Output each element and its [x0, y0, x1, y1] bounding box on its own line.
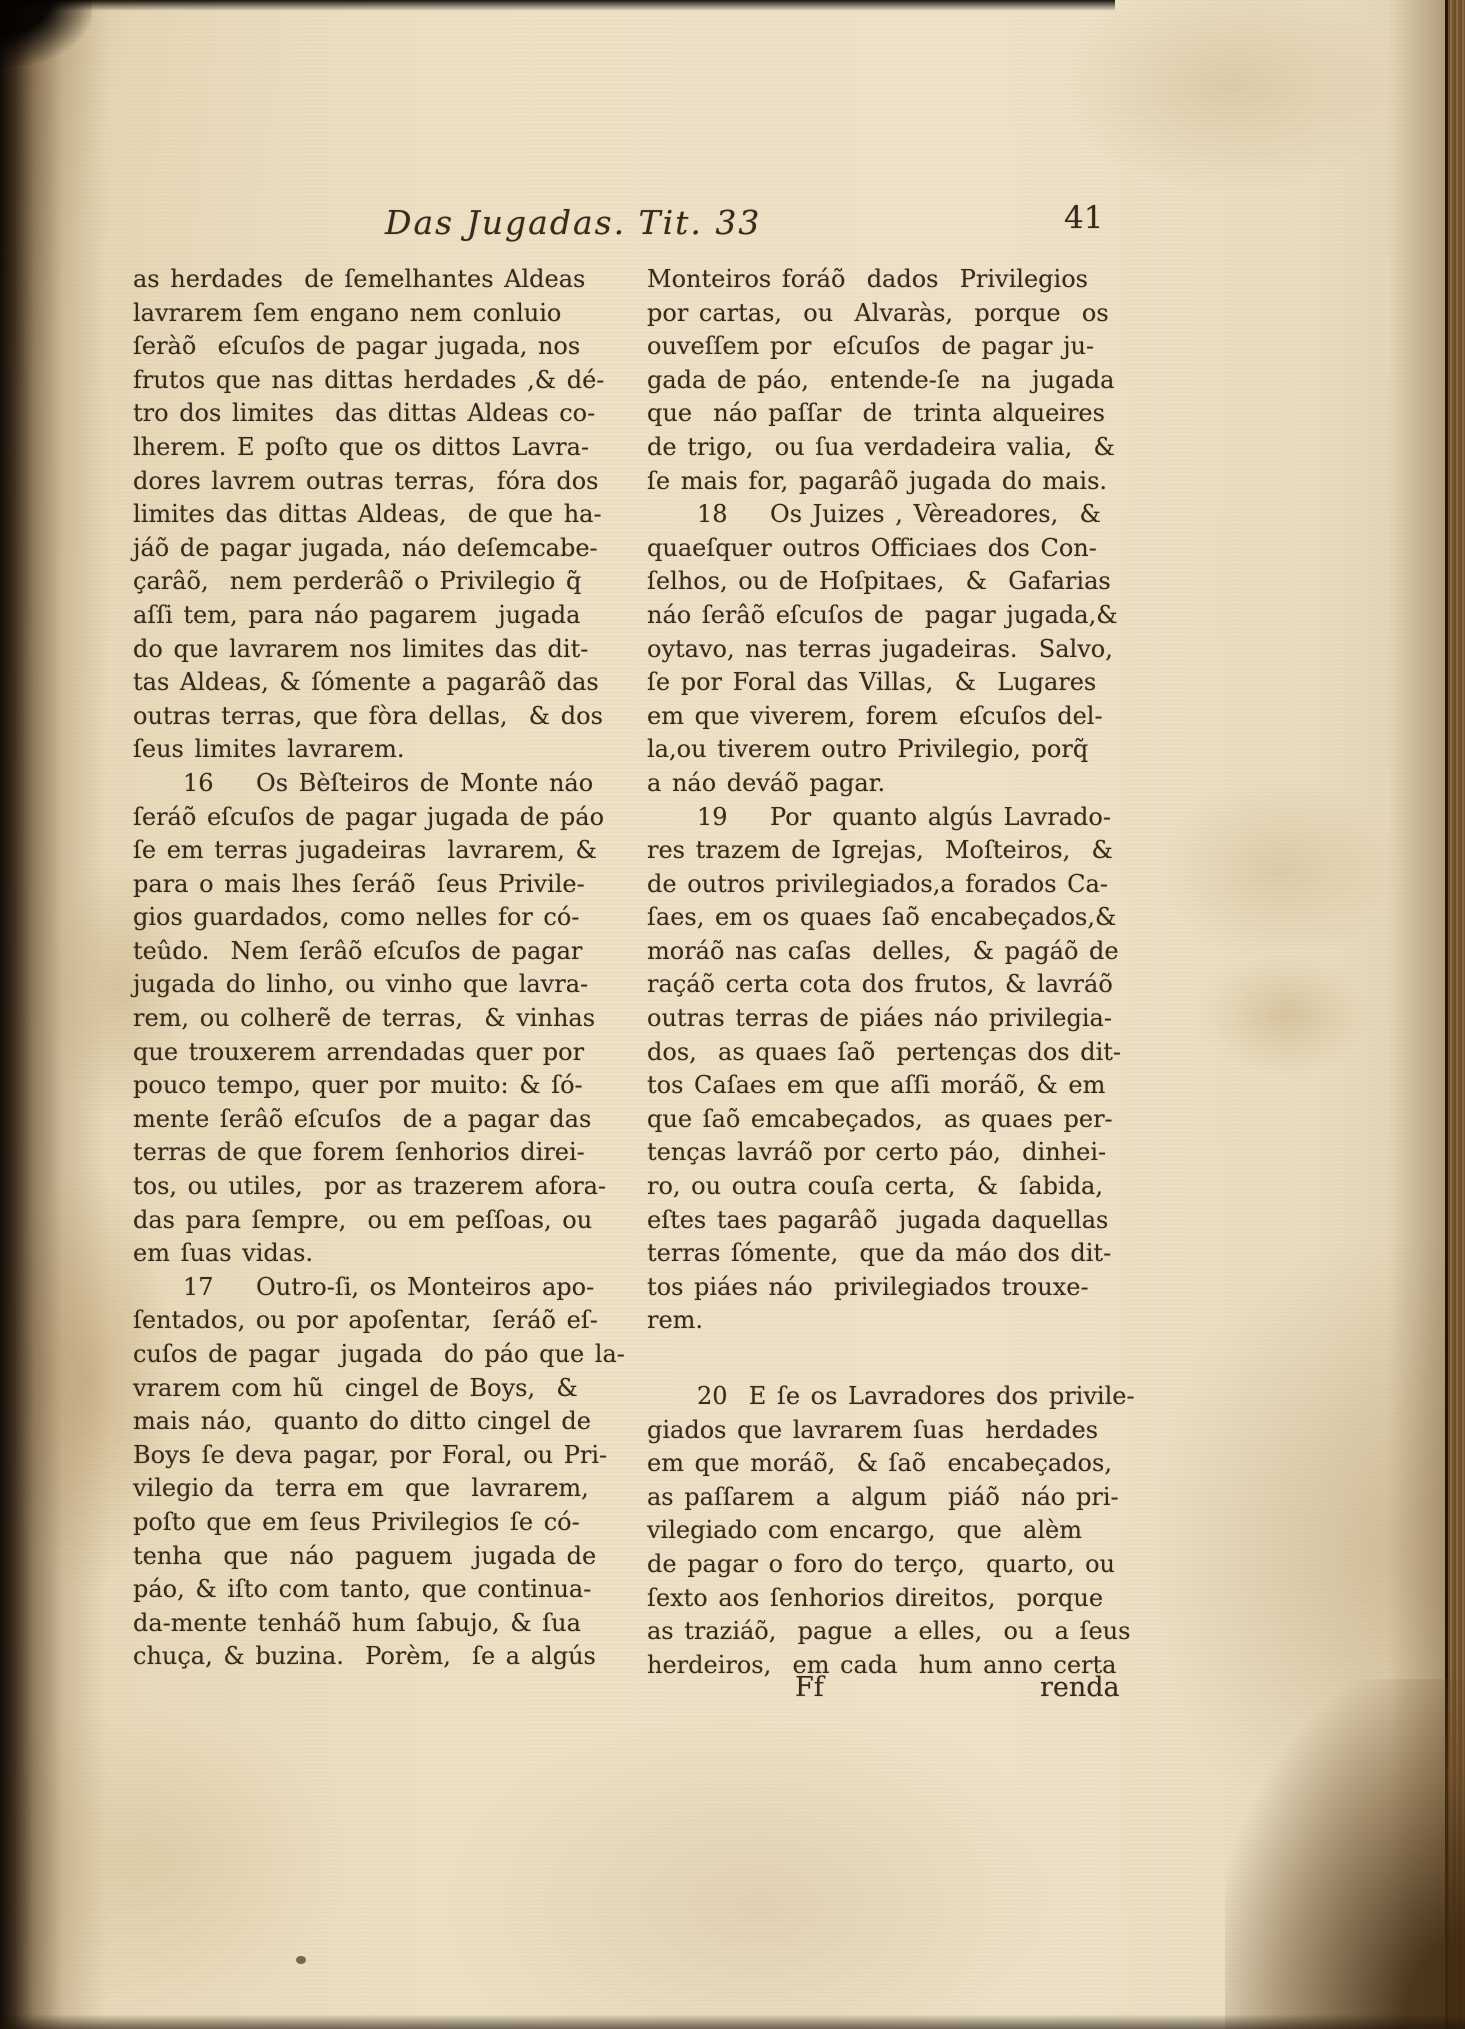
text-line: outras terras, que fòra dellas, & dos	[133, 701, 603, 730]
text-line: dores lavrem outras terras, fóra dos	[133, 466, 599, 495]
text-line: aſſi tem, para náo pagarem jugada	[133, 600, 581, 629]
text-line: tenha que náo paguem jugada de	[133, 1541, 597, 1570]
text-line: ſeráõ eſcuſos de pagar jugada de páo	[133, 802, 605, 831]
text-line: as paſſarem a algum piáõ náo pri-	[647, 1482, 1119, 1511]
text-line: outras terras de piáes náo privilegia-	[647, 1004, 1112, 1033]
text-line: res trazem de Igrejas, Moſteiros, &	[647, 836, 1113, 865]
text-line: 20 E ſe os Lavradores dos privile-	[697, 1382, 1135, 1410]
text-line: em que viverem, forem eſcuſos del-	[647, 701, 1103, 730]
text-line: frutos que nas dittas herdades ,& dé-	[133, 365, 605, 394]
text-line: herdeiros, em cada hum anno certa	[647, 1650, 1117, 1679]
text-line: do que lavrarem nos limites das dit-	[133, 634, 589, 663]
text-line: terras ſómente, que da máo dos dit-	[647, 1239, 1112, 1268]
text-line: as herdades de ſemelhantes Aldeas	[133, 265, 586, 293]
text-line: Boys ſe deva pagar, por Foral, ou Pri-	[133, 1440, 608, 1469]
text-line: vilegiado com encargo, que alèm	[647, 1516, 1082, 1545]
text-line: em que moráõ, & ſaõ encabeçados,	[647, 1449, 1112, 1478]
text-line: de pagar o foro do terço, quarto, ou	[647, 1549, 1115, 1578]
text-line: de outros privilegiados,a forados Ca-	[647, 869, 1108, 898]
text-line: vilegio da terra em que lavrarem,	[133, 1474, 589, 1503]
signature-mark: Ff	[795, 1672, 824, 1703]
text-line: ſexto aos ſenhorios direitos, porque	[647, 1583, 1104, 1612]
text-line: páo, & iſto com tanto, que continua-	[133, 1575, 592, 1604]
text-line: que náo paſſar de trinta alqueires	[647, 399, 1105, 428]
text-line: limites das dittas Aldeas, de que ha-	[133, 500, 602, 529]
text-line: ſe mais for, pagarâõ jugada do mais.	[647, 466, 1108, 495]
text-line: lherem. E poſto que os dittos Lavra-	[133, 432, 590, 461]
text-line: la,ou tiverem outro Privilegio, porq̃	[647, 735, 1089, 764]
right-text-column	[647, 263, 1197, 1682]
page-edge-top	[0, 0, 1115, 11]
text-line: ouveſſem por eſcuſos de pagar ju-	[647, 332, 1095, 361]
text-line: das para ſempre, ou em peſſoas, ou	[133, 1205, 593, 1234]
text-line: giados que lavrarem ſuas herdades	[647, 1415, 1099, 1444]
text-line: chuça, & buzina. Porèm, ſe a algús	[133, 1642, 596, 1671]
text-line: jáõ de pagar jugada, náo deſemcabe-	[133, 533, 598, 562]
text-line: cuſos de pagar jugada do páo que la-	[133, 1340, 625, 1368]
text-line: náo ſerâõ eſcuſos de pagar jugada,&	[647, 600, 1118, 629]
text-line: por cartas, ou Alvaràs, porque os	[647, 298, 1109, 327]
text-line: mais náo, quanto do ditto cingel de	[133, 1407, 591, 1436]
text-line: a náo deváõ pagar.	[647, 768, 886, 797]
text-line: 17 Outro-ſi, os Monteiros apo-	[183, 1272, 595, 1301]
text-line: rem, ou colherẽ de terras, & vinhas	[133, 1004, 596, 1033]
text-line: ſe em terras jugadeiras lavrarem, &	[133, 836, 597, 865]
book-gutter-shadow	[0, 0, 108, 2029]
text-line: de trigo, ou ſua verdadeira valia, &	[647, 432, 1115, 461]
text-line: vrarem com hũ cingel de Boys, &	[133, 1373, 578, 1402]
text-line: 16 Os Bèſteiros de Monte náo	[183, 768, 594, 797]
text-line: dos, as quaes ſaõ pertenças dos dit-	[647, 1037, 1122, 1066]
text-line: ſentados, ou por apoſentar, ſeráõ eſ-	[133, 1306, 598, 1335]
text-line: tro dos limites das dittas Aldeas co-	[133, 399, 596, 428]
ink-speck	[296, 1956, 306, 1964]
text-line: çarâõ, nem perderâõ o Privilegio q̃	[133, 567, 582, 596]
page-corner-bottom-right	[1225, 1679, 1465, 2029]
text-line: poſto que em ſeus Privilegios ſe có-	[133, 1507, 580, 1536]
text-line: gada de páo, entende-ſe na jugada	[647, 365, 1115, 394]
text-line: em ſuas vidas.	[133, 1239, 314, 1268]
text-line: terras de que forem ſenhorios direi-	[133, 1138, 585, 1167]
text-line: teûdo. Nem ſerâõ eſcuſos de pagar	[133, 936, 583, 965]
text-line: moráõ nas caſas delles, & pagáõ de	[647, 936, 1119, 965]
text-line: ſaes, em os quaes ſaõ encabeçados,&	[647, 903, 1117, 932]
page-corner-top-left	[0, 0, 92, 66]
text-line: oytavo, nas terras jugadeiras. Salvo,	[647, 634, 1113, 663]
text-line: ro, ou outra couſa certa, & ſabida,	[647, 1172, 1103, 1201]
left-text-column	[133, 263, 638, 1674]
text-line: lavrarem ſem engano nem conluio	[133, 298, 562, 327]
text-line: raçáõ certa cota dos frutos, & lavráõ	[647, 970, 1113, 999]
text-line: quaeſquer outros Officiaes dos Con-	[647, 533, 1097, 562]
text-line: ſelhos, ou de Hoſpitaes, & Gafarias	[647, 567, 1111, 596]
text-line: mente ſerâõ eſcuſos de a pagar das	[133, 1104, 592, 1133]
text-line: eſtes taes pagarâõ jugada daquellas	[647, 1205, 1109, 1234]
text-line: gios guardados, como nelles for có-	[133, 903, 580, 932]
page-edge-bottom	[0, 2014, 1465, 2029]
text-line: jugada do linho, ou vinho que lavra-	[133, 970, 589, 999]
catchword: renda	[1040, 1672, 1120, 1703]
text-line: ſeràõ eſcuſos de pagar jugada, nos	[133, 332, 581, 361]
text-line: 18 Os Juizes , Vèreadores, &	[697, 500, 1101, 529]
text-line: as traziáõ, pague a elles, ou a ſeus	[647, 1617, 1131, 1646]
text-line: ſeus limites lavrarem.	[133, 735, 405, 764]
page-number: 41	[1064, 200, 1104, 236]
text-line: da-mente tenháõ hum ſabujo, & ſua	[133, 1608, 581, 1637]
text-line: tos, ou utiles, por as trazerem afora-	[133, 1172, 607, 1201]
text-line: tenças lavráõ por certo páo, dinhei-	[647, 1138, 1107, 1167]
text-line: rem.	[647, 1306, 704, 1335]
text-line: Monteiros foráõ dados Privilegios	[647, 265, 1088, 293]
running-head: Das Jugadas. Tit. 33	[385, 203, 762, 242]
text-line: que trouxerem arrendadas quer por	[133, 1037, 585, 1066]
text-line: ſe por Foral das Villas, & Lugares	[647, 668, 1097, 697]
text-line: tas Aldeas, & ſómente a pagarâõ das	[133, 668, 599, 697]
text-line: pouco tempo, quer por muito: & ſó-	[133, 1071, 583, 1100]
text-line: para o mais lhes ſeráõ ſeus Privile-	[133, 869, 585, 898]
text-line: tos piáes náo privilegiados trouxe-	[647, 1272, 1089, 1301]
text-line: 19 Por quanto algús Lavrado-	[697, 802, 1111, 831]
text-line: que ſaõ emcabeçados, as quaes per-	[647, 1104, 1113, 1133]
text-line: tos Caſaes em que aſſi moráõ, & em	[647, 1071, 1106, 1100]
